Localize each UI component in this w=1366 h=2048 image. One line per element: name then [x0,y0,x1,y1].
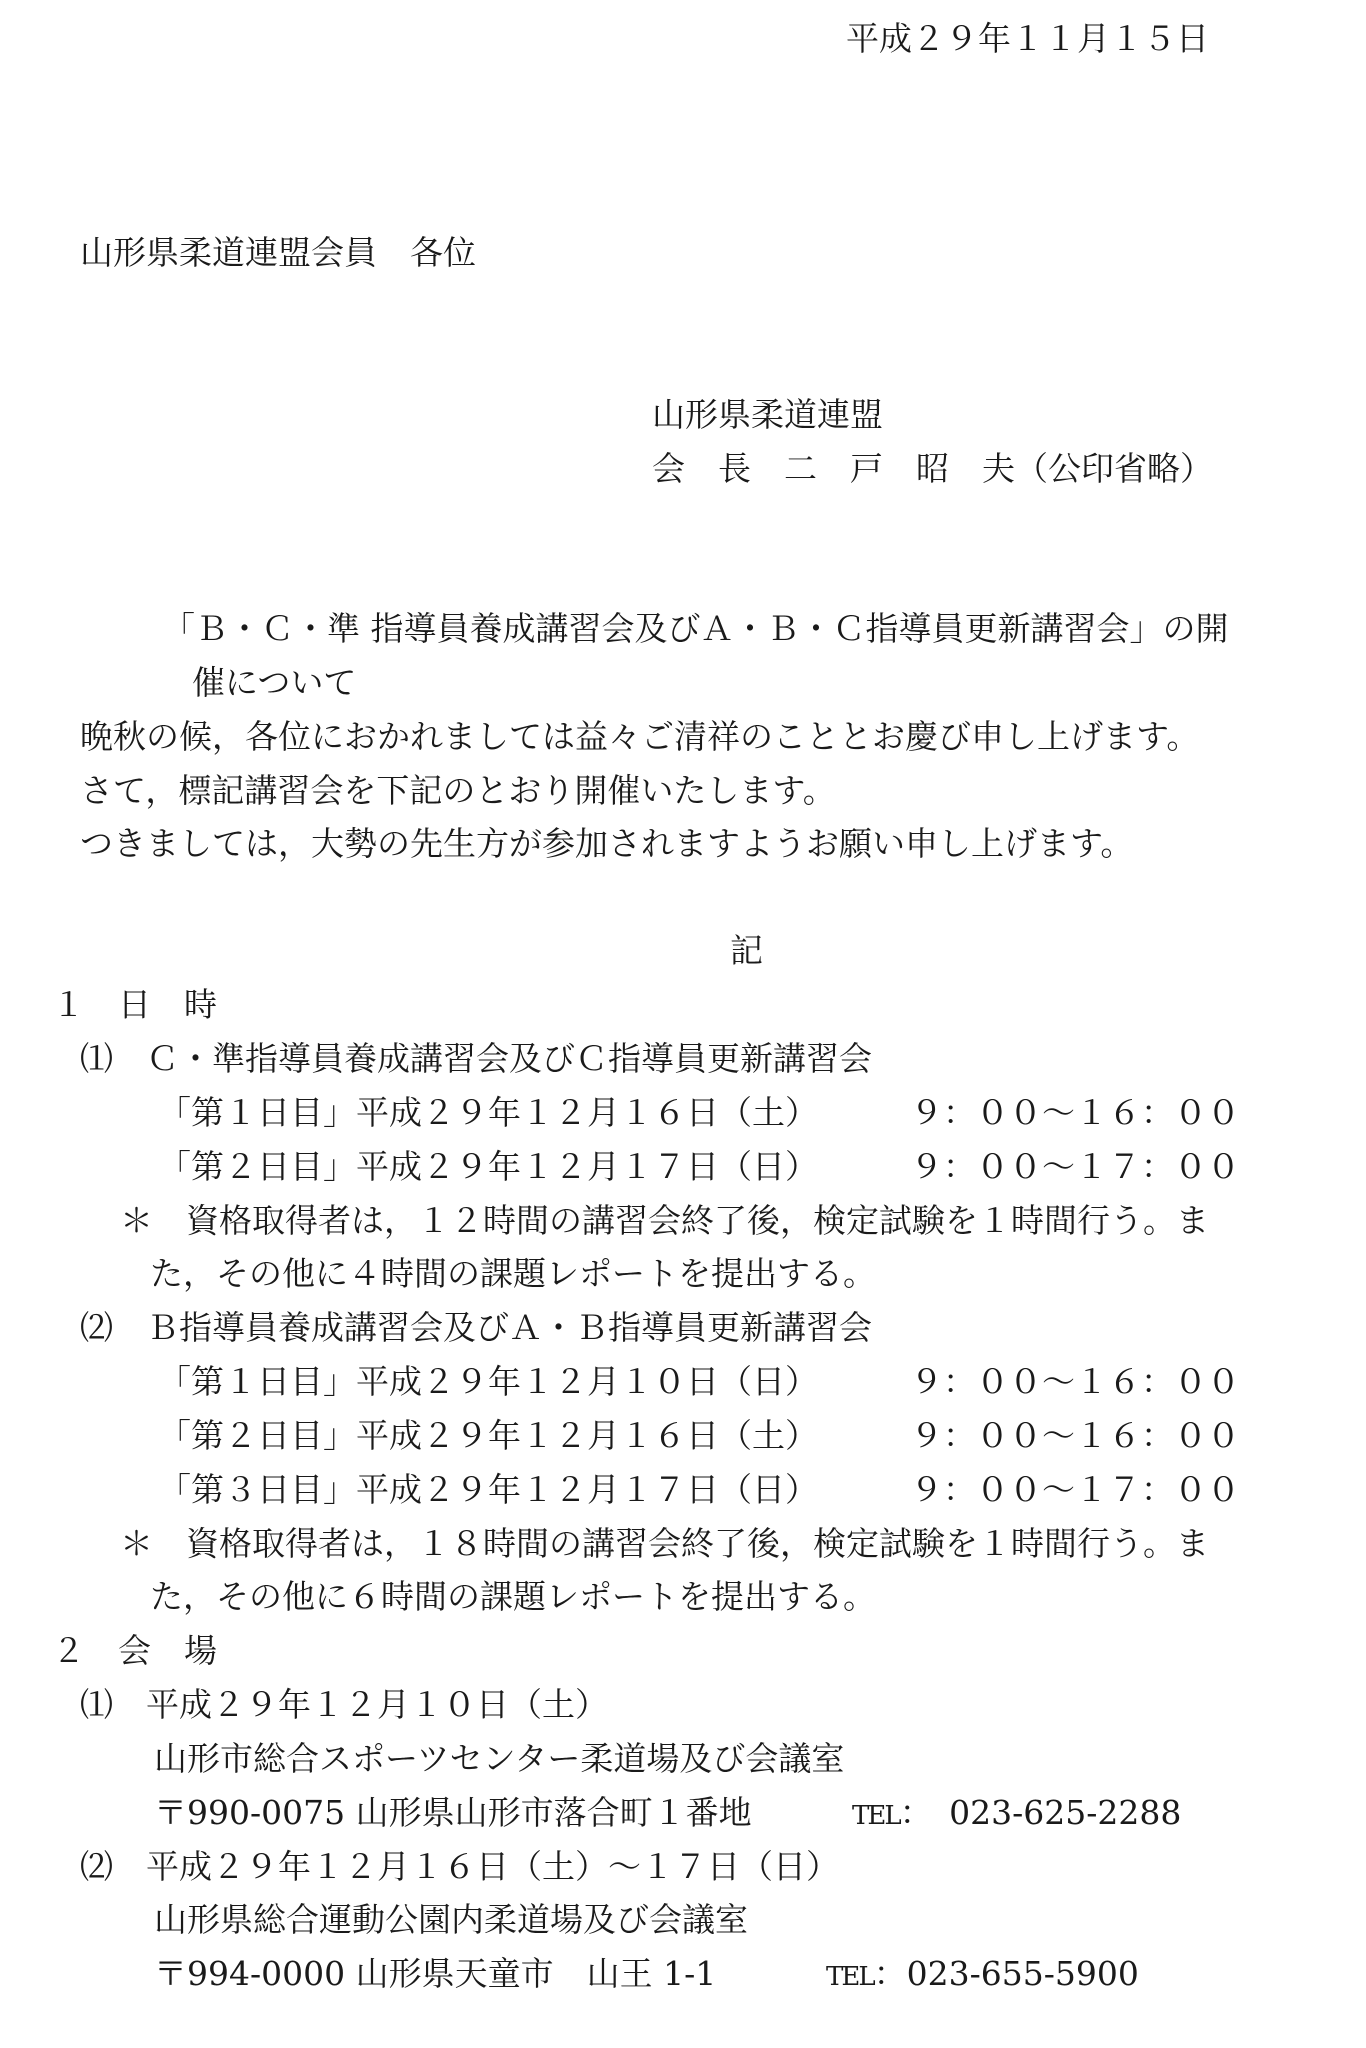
section-1-sub-2-title: ⑵ Ｂ指導員養成講習会及びＡ・Ｂ指導員更新講習会 [80,1308,872,1347]
schedule-day-label: 「第２日目」平成２９年１２月１７日（日） [158,1147,818,1186]
request-paragraph: つきましては，大勢の先生方が参加されますようお願い申し上げます。 [80,824,1134,863]
section-1-heading: １ 日 時 [52,985,217,1024]
venue-2-date: ⑵ 平成２９年１２月１６日（土）～１７日（日） [80,1847,839,1886]
section-2-heading: ２ 会 場 [52,1631,217,1670]
qualification-note-line-2: た，その他に４時間の課題レポートを提出する。 [150,1254,876,1293]
schedule-day-time: ９：００～１７：００ [910,1147,1240,1186]
venue-2-address: 〒994-0000 山形県天童市 山王 1-1 [154,1954,717,1993]
qualification-note-line-1: ＊ 資格取得者は，１２時間の講習会終了後，検定試験を１時間行う。ま [120,1201,1209,1240]
venue-1-telephone [852,1793,1182,1832]
venue-1-name: 山形市総合スポーツセンター柔道場及び会議室 [154,1739,845,1778]
ki-heading: 記 [730,931,763,970]
notice-paragraph: さて，標記講習会を下記のとおり開催いたします。 [80,771,836,810]
qualification-note-line-2: た，その他に６時間の課題レポートを提出する。 [150,1577,876,1616]
schedule-day-time: ９：００～１６：００ [910,1093,1240,1132]
subject-line-2: 催について [192,663,357,702]
subject-line-1: 「Ｂ・Ｃ・準 指導員養成講習会及びＡ・Ｂ・Ｃ指導員更新講習会」の開 [162,609,1229,648]
schedule-day-time: ９：００～１６：００ [910,1416,1240,1455]
telephone-mark: TEL [826,1962,874,1992]
venue-2-name: 山形県総合運動公園内柔道場及び会議室 [154,1900,748,1939]
telephone-number: ：023-655-5900 [873,1954,1139,1993]
schedule-day-label: 「第１日目」平成２９年１２月１６日（土） [158,1093,818,1132]
sender-organization: 山形県柔道連盟 [652,395,883,434]
venue-1-date: ⑴ 平成２９年１２月１０日（土） [80,1685,608,1724]
venue-1-address: 〒990-0075 山形県山形市落合町１番地 [154,1793,752,1832]
schedule-day-label: 「第２日目」平成２９年１２月１６日（土） [158,1416,818,1455]
telephone-mark: TEL [852,1801,900,1831]
addressee: 山形県柔道連盟会員 各位 [80,233,476,272]
schedule-day-label: 「第１日目」平成２９年１２月１０日（日） [158,1362,818,1401]
schedule-day-time: ９：００～１６：００ [910,1362,1240,1401]
sender-name: 会 長 二 戸 昭 夫（公印省略） [652,449,1213,488]
schedule-day-label: 「第３日目」平成２９年１２月１７日（日） [158,1470,818,1509]
schedule-day-time: ９：００～１７：００ [910,1470,1240,1509]
document-date: 平成２９年１１月１５日 [846,19,1209,58]
section-1-sub-1-title: ⑴ Ｃ・準指導員養成講習会及びＣ指導員更新講習会 [80,1039,872,1078]
qualification-note-line-1: ＊ 資格取得者は，１８時間の講習会終了後，検定試験を１時間行う。ま [120,1524,1209,1563]
greeting-paragraph: 晩秋の候，各位におかれましては益々ご清祥のこととお慶び申し上げます。 [80,717,1200,756]
venue-2-telephone [826,1954,1139,1993]
telephone-number: ： 023-625-2288 [899,1793,1182,1832]
